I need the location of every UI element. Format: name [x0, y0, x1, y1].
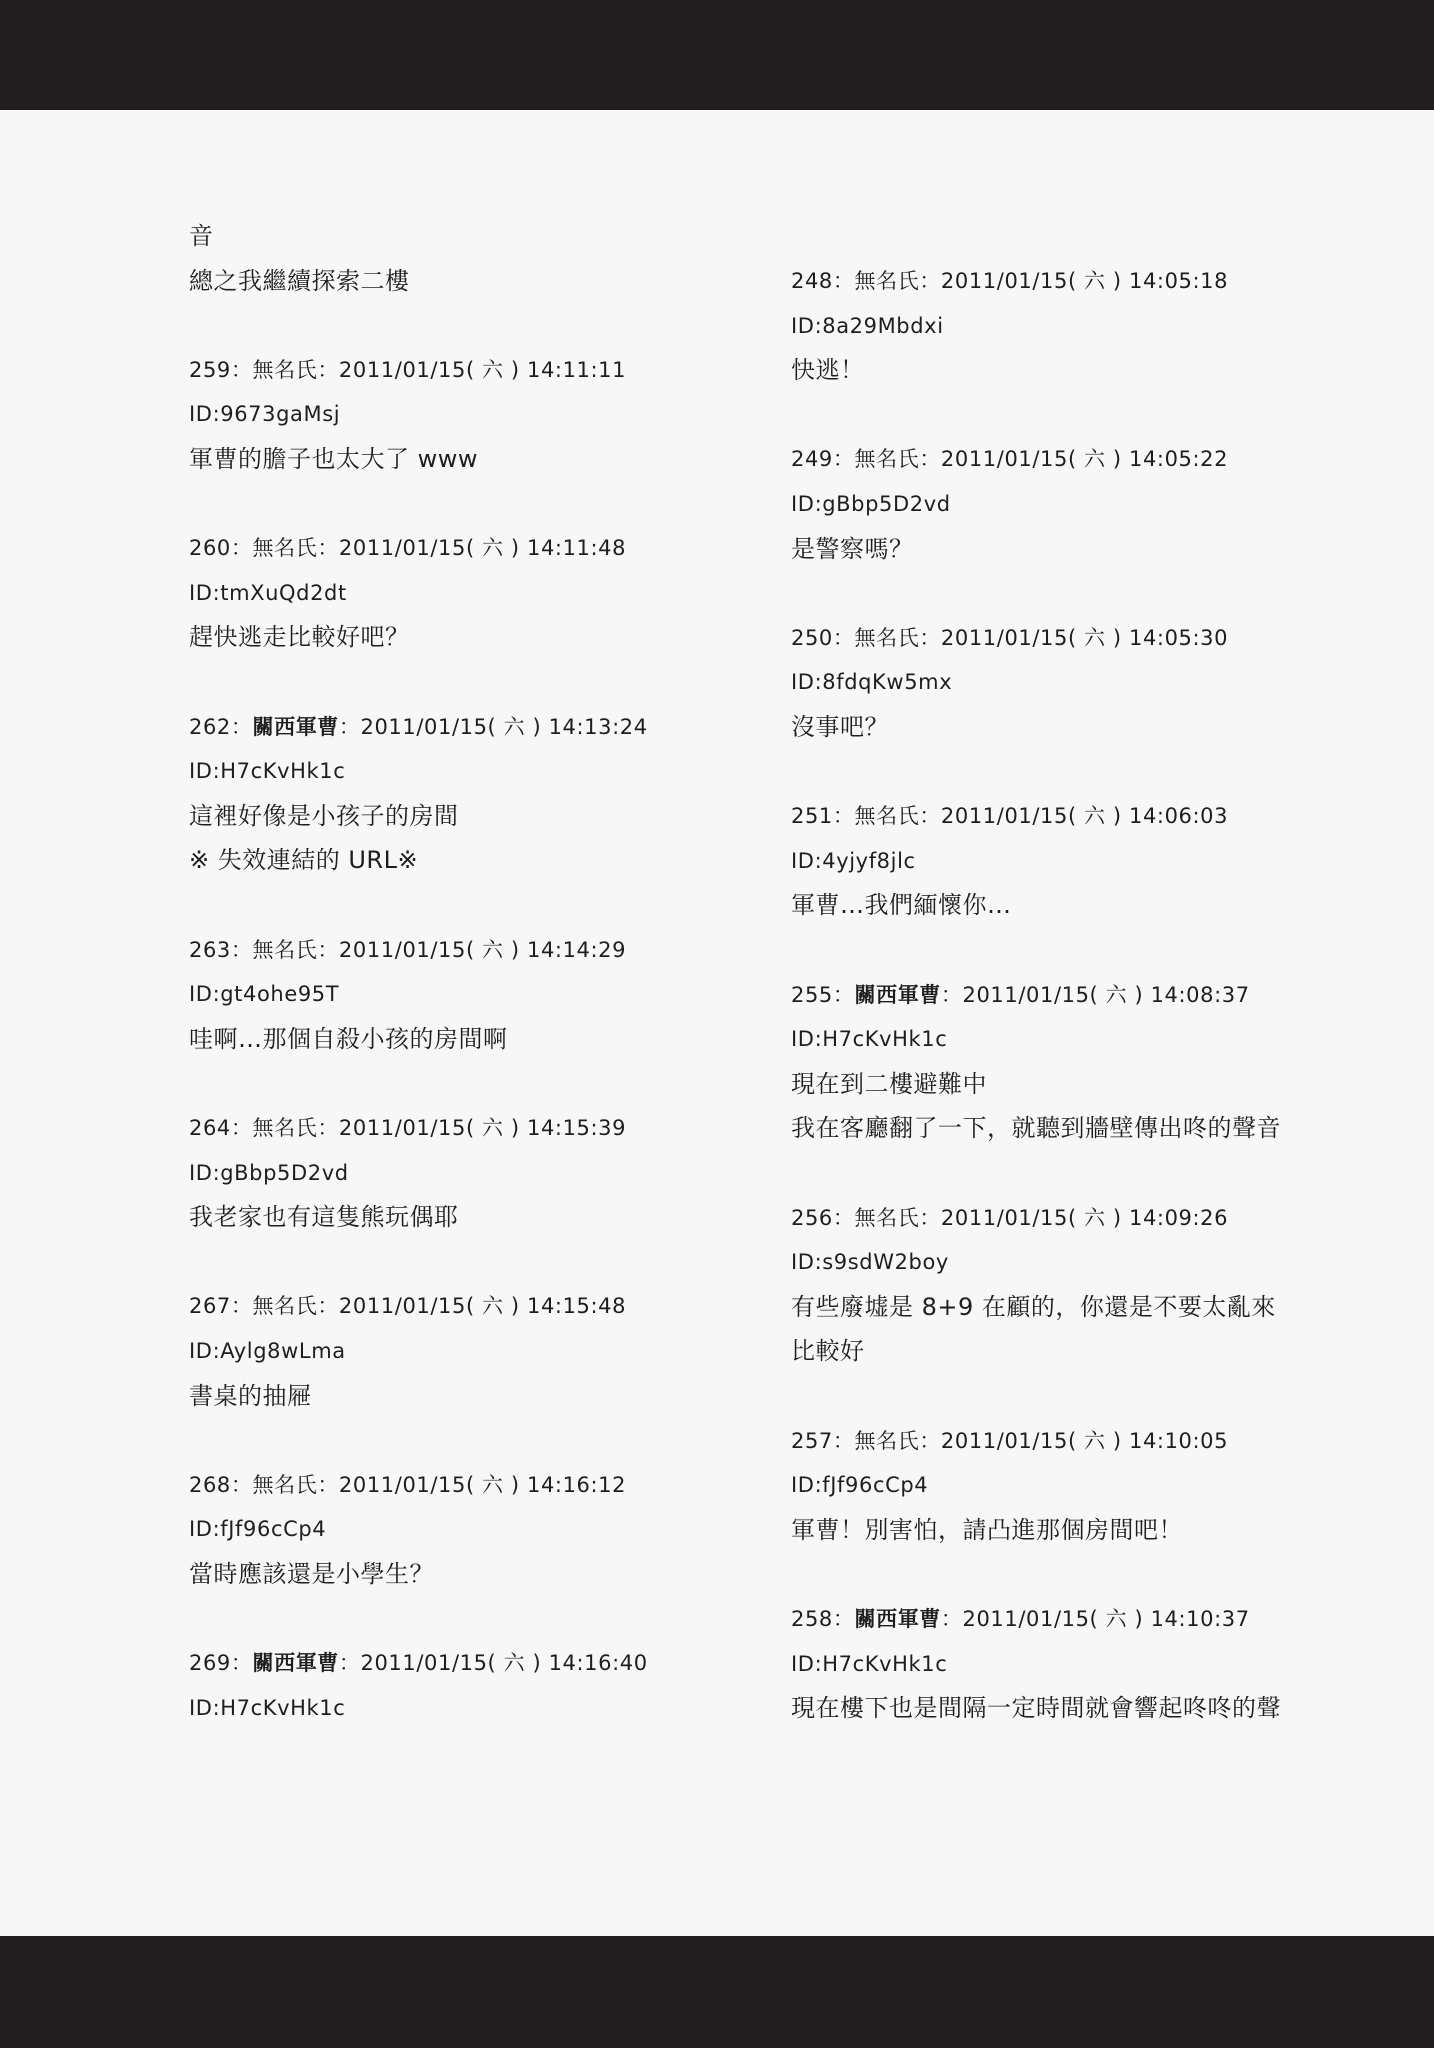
post-body-line: 軍曹的膽子也太大了 www — [189, 445, 479, 473]
post-weekday: 六 — [482, 1116, 504, 1140]
post-weekday: 六 — [1084, 1428, 1106, 1453]
post-time: ) 14:10:37 — [1127, 1607, 1250, 1631]
post-body-line: 我老家也有這隻熊玩偶耶 — [189, 1203, 459, 1232]
poster-id: ID:fJf96cCp4 — [189, 1517, 327, 1542]
poster-id: ID:8fdqKw5mx — [791, 670, 953, 695]
post-number: 250 — [791, 625, 833, 650]
separator: ： — [317, 1294, 339, 1319]
post-date: 2011/01/15( — [338, 1294, 483, 1319]
post-header — [189, 705, 648, 749]
post-number: 249 — [791, 447, 833, 472]
poster-id: ID:H7cKvHk1c — [791, 1027, 948, 1052]
post-weekday: 六 — [503, 714, 526, 739]
op-poster-name: 關西軍曹 — [854, 982, 941, 1007]
separator: ： — [919, 269, 941, 293]
post-weekday: 六 — [1084, 447, 1106, 472]
separator: ： — [919, 804, 941, 829]
post-date: 2011/01/15( — [940, 804, 1085, 829]
post-weekday: 六 — [482, 536, 504, 561]
post-body-line: 現在樓下也是間隔一定時間就會響起咚咚的聲 — [791, 1694, 1281, 1723]
post-header — [791, 1196, 1228, 1240]
poster-id: ID:Aylg8wLma — [189, 1339, 346, 1363]
post-time: ) 14:05:18 — [1105, 269, 1229, 293]
separator: ： — [317, 536, 339, 561]
poster-name: 無名氏 — [252, 1294, 318, 1319]
separator: ： — [230, 1651, 253, 1676]
post-date: 2011/01/15( — [962, 1607, 1106, 1631]
post-date: 2011/01/15( — [962, 982, 1106, 1007]
post-date: 2011/01/15( — [338, 1472, 483, 1497]
op-poster-name: 關西軍曹 — [252, 714, 339, 739]
post-header — [791, 1419, 1228, 1463]
post-time: ) 14:10:05 — [1105, 1428, 1229, 1453]
poster-name: 無名氏 — [252, 1472, 318, 1497]
poster-id: ID:H7cKvHk1c — [189, 1695, 346, 1720]
post-number: 267 — [189, 1294, 231, 1319]
separator: ： — [230, 1294, 253, 1319]
post-header — [189, 1641, 648, 1685]
post-header — [791, 616, 1228, 660]
post-date: 2011/01/15( — [940, 269, 1085, 293]
post-time: ) 14:16:40 — [525, 1651, 648, 1676]
post-body-line: 哇啊…那個自殺小孩的房間啊 — [189, 1024, 508, 1053]
post-header — [791, 794, 1228, 838]
post-body-line: ※ 失效連結的 URL※ — [189, 846, 419, 875]
separator: ： — [317, 357, 339, 382]
post-body-line: 軍曹…我們緬懷你… — [791, 891, 1012, 920]
separator: ： — [317, 1472, 339, 1497]
post-header — [791, 437, 1228, 481]
post-body-line: 當時應該還是小學生？ — [189, 1560, 434, 1588]
post-number: 255 — [791, 982, 833, 1007]
separator: ： — [338, 714, 361, 739]
post-body-line: 有些廢墟是 8+9 在顧的，你還是不要太亂來 — [791, 1292, 1276, 1321]
post-time: ) 14:15:39 — [503, 1116, 627, 1140]
post-weekday: 六 — [482, 937, 504, 962]
poster-id: ID:4yjyf8jlc — [791, 848, 916, 873]
post-body-line: 趕快逃走比較好吧？ — [189, 623, 410, 652]
body-text-line: 總之我繼續探索二樓 — [189, 266, 410, 295]
post-time: ) 14:14:29 — [503, 937, 627, 962]
post-body-line: 軍曹！別害怕，請凸進那個房間吧！ — [791, 1515, 1183, 1544]
poster-name: 無名氏 — [854, 625, 920, 650]
poster-id: ID:9673gaMsj — [189, 402, 341, 427]
post-time: ) 14:08:37 — [1127, 982, 1250, 1007]
separator: ： — [919, 625, 941, 650]
post-time: ) 14:09:26 — [1105, 1205, 1229, 1230]
post-body-line: 是警察嗎？ — [791, 534, 914, 563]
poster-id: ID:s9sdW2boy — [791, 1250, 949, 1275]
poster-id: ID:tmXuQd2dt — [189, 580, 347, 605]
post-time: ) 14:05:22 — [1105, 447, 1229, 472]
post-header — [189, 1284, 626, 1328]
poster-name: 無名氏 — [854, 1205, 920, 1230]
op-poster-name: 關西軍曹 — [854, 1607, 941, 1631]
post-number: 268 — [189, 1472, 231, 1497]
post-weekday: 六 — [1084, 269, 1106, 293]
post-date: 2011/01/15( — [338, 536, 483, 561]
separator: ： — [230, 357, 253, 382]
poster-name: 無名氏 — [854, 1428, 920, 1453]
op-poster-name: 關西軍曹 — [252, 1651, 339, 1676]
post-weekday: 六 — [1105, 1607, 1128, 1631]
post-date: 2011/01/15( — [940, 625, 1085, 650]
post-number: 256 — [791, 1205, 833, 1230]
post-date: 2011/01/15( — [940, 447, 1085, 472]
body-text-line: 音 — [189, 222, 214, 250]
post-weekday: 六 — [482, 1472, 504, 1497]
poster-name: 無名氏 — [252, 937, 318, 962]
post-header — [189, 348, 626, 392]
post-number: 262 — [189, 714, 231, 739]
poster-id: ID:H7cKvHk1c — [189, 759, 346, 784]
post-header — [791, 1597, 1250, 1641]
poster-id: ID:gBbp5D2vd — [791, 492, 951, 516]
post-weekday: 六 — [503, 1651, 526, 1676]
poster-name: 無名氏 — [854, 447, 920, 472]
post-date: 2011/01/15( — [940, 1428, 1085, 1453]
post-header — [189, 1106, 626, 1150]
post-body-line: 我在客廳翻了一下，就聽到牆壁傳出咚的聲音 — [791, 1114, 1281, 1143]
poster-id: ID:gt4ohe95T — [189, 982, 340, 1007]
post-date: 2011/01/15( — [338, 937, 483, 962]
separator: ： — [832, 1205, 855, 1230]
post-date: 2011/01/15( — [338, 357, 483, 382]
separator: ： — [919, 1428, 941, 1453]
post-time: ) 14:11:11 — [503, 357, 627, 382]
post-time: ) 14:16:12 — [503, 1472, 627, 1497]
post-time: ) 14:15:48 — [503, 1294, 627, 1319]
post-number: 248 — [791, 269, 833, 293]
separator: ： — [832, 1428, 855, 1453]
separator: ： — [919, 447, 941, 472]
post-date: 2011/01/15( — [360, 1651, 504, 1676]
post-body-line: 這裡好像是小孩子的房間 — [189, 801, 459, 830]
post-time: ) 14:06:03 — [1105, 804, 1229, 829]
post-time: ) 14:13:24 — [525, 714, 648, 739]
separator: ： — [230, 536, 253, 561]
post-weekday: 六 — [482, 357, 504, 382]
post-body-line: 現在到二樓避難中 — [791, 1069, 987, 1098]
post-weekday: 六 — [1105, 982, 1128, 1007]
separator: ： — [230, 937, 253, 962]
post-time: ) 14:11:48 — [503, 536, 627, 561]
post-number: 260 — [189, 536, 231, 561]
post-date: 2011/01/15( — [360, 714, 504, 739]
separator: ： — [940, 1607, 963, 1631]
post-number: 264 — [189, 1116, 231, 1140]
post-weekday: 六 — [1084, 804, 1106, 829]
separator: ： — [940, 982, 963, 1007]
post-date: 2011/01/15( — [940, 1205, 1085, 1230]
post-weekday: 六 — [482, 1294, 504, 1319]
poster-id: ID:fJf96cCp4 — [791, 1473, 929, 1498]
post-header — [189, 928, 626, 972]
post-number: 251 — [791, 804, 833, 829]
poster-name: 無名氏 — [854, 804, 920, 829]
separator: ： — [338, 1651, 361, 1676]
poster-name: 無名氏 — [854, 269, 920, 293]
poster-name: 無名氏 — [252, 1116, 318, 1140]
separator: ： — [230, 714, 253, 739]
post-number: 259 — [189, 357, 231, 382]
separator: ： — [832, 982, 855, 1007]
separator: ： — [832, 1607, 855, 1631]
post-header — [791, 973, 1250, 1017]
poster-id: ID:H7cKvHk1c — [791, 1651, 948, 1676]
separator: ： — [832, 625, 855, 650]
separator: ： — [317, 1116, 339, 1140]
post-weekday: 六 — [1084, 625, 1106, 650]
post-number: 263 — [189, 937, 231, 962]
separator: ： — [919, 1205, 941, 1230]
post-date: 2011/01/15( — [338, 1116, 483, 1140]
separator: ： — [832, 447, 855, 472]
poster-id: ID:8a29Mbdxi — [791, 313, 944, 338]
post-body-line: 比較好 — [791, 1337, 865, 1366]
separator: ： — [317, 937, 339, 962]
poster-name: 無名氏 — [252, 536, 318, 561]
separator: ： — [230, 1116, 253, 1140]
poster-id: ID:gBbp5D2vd — [189, 1160, 349, 1185]
bottom-black-band — [0, 1936, 1434, 2048]
poster-name: 無名氏 — [252, 357, 318, 382]
post-header — [189, 526, 626, 570]
post-time: ) 14:05:30 — [1105, 625, 1229, 650]
post-number: 258 — [791, 1607, 833, 1631]
separator: ： — [832, 804, 855, 829]
post-body-line: 沒事吧？ — [791, 713, 889, 741]
post-body-line: 書桌的抽屜 — [189, 1381, 312, 1410]
top-black-band — [0, 0, 1434, 110]
post-header — [791, 259, 1228, 303]
separator: ： — [832, 269, 855, 293]
post-number: 269 — [189, 1651, 231, 1676]
post-number: 257 — [791, 1428, 833, 1453]
post-header — [189, 1463, 626, 1507]
separator: ： — [230, 1472, 253, 1497]
post-body-line: 快逃！ — [791, 356, 865, 385]
post-weekday: 六 — [1084, 1205, 1106, 1230]
